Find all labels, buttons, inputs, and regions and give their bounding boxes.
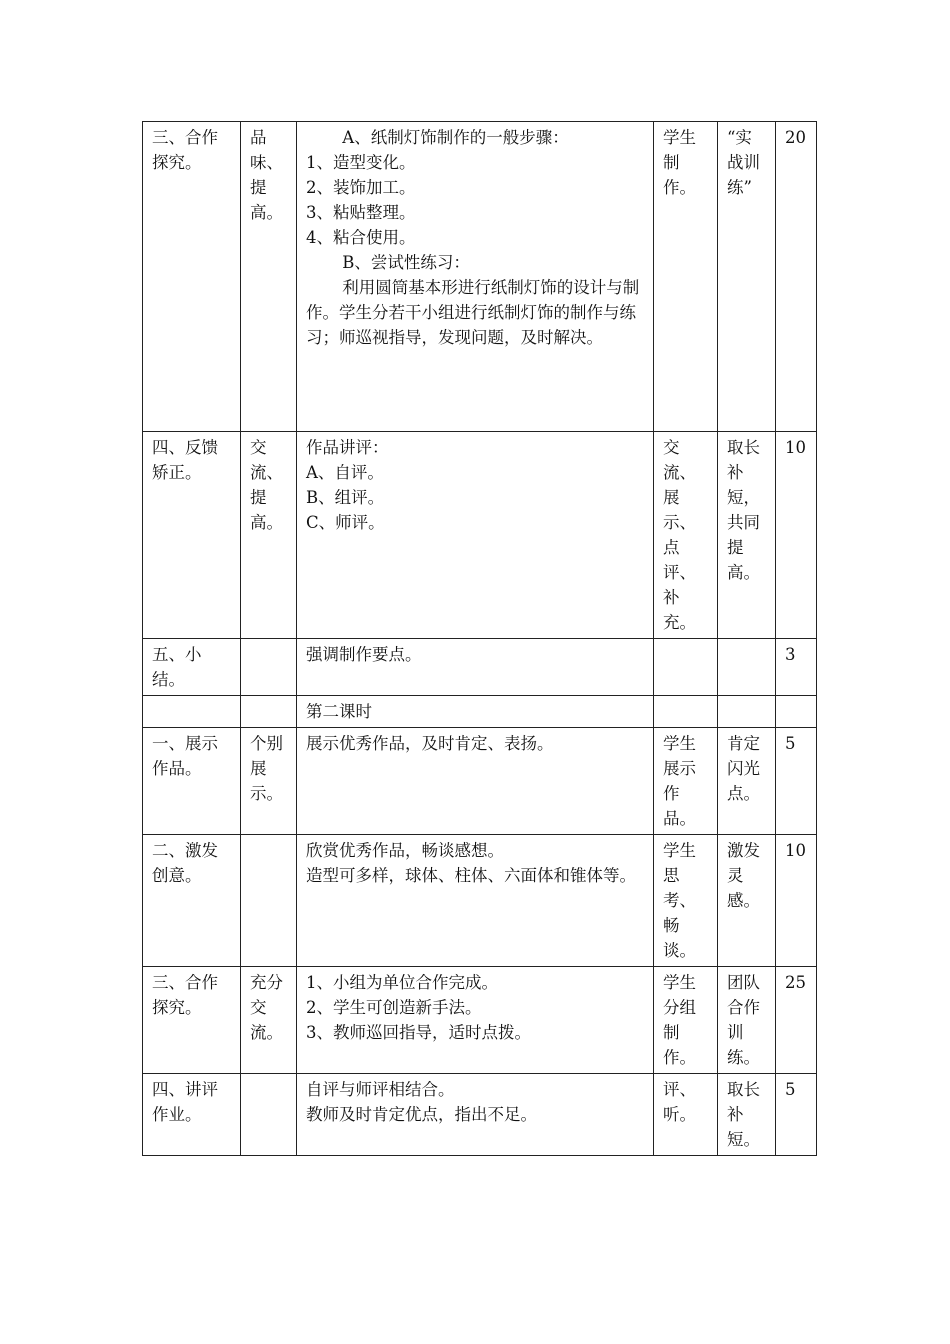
time-value: 25 <box>785 973 806 992</box>
student-activity-cell <box>654 432 718 639</box>
student-text: 畅 <box>663 916 680 935</box>
goal-cell <box>241 835 297 967</box>
student-activity-cell <box>654 122 718 432</box>
content-line: 2、学生可创造新手法。 <box>306 998 482 1017</box>
time-value: 20 <box>785 128 806 147</box>
student-text: 评、 <box>663 1080 696 1099</box>
student-activity-cell <box>654 967 718 1074</box>
table-row <box>143 639 817 696</box>
design-intent-cell <box>718 122 776 432</box>
design-intent-cell <box>718 696 776 728</box>
student-text: 学生 <box>663 973 696 992</box>
intent-text: 合作 <box>727 998 760 1017</box>
goal-text: 流。 <box>250 1023 283 1042</box>
intent-text: 取长 <box>727 438 760 457</box>
intent-text: 提 <box>727 538 744 557</box>
content-line: 展示优秀作品，及时肯定、表扬。 <box>306 734 554 753</box>
time-cell <box>776 639 817 696</box>
lesson-plan-body <box>143 122 817 1156</box>
stage-cell <box>143 967 241 1074</box>
stage-cell <box>143 639 241 696</box>
student-text: 作。 <box>663 178 696 197</box>
goal-text: 提 <box>250 178 267 197</box>
content-cell <box>297 432 654 639</box>
content-line: 强调制作要点。 <box>306 645 422 664</box>
stage-text: 结。 <box>152 670 185 689</box>
content-line: 教师及时肯定优点，指出不足。 <box>306 1105 537 1124</box>
student-text: 制 <box>663 1023 680 1042</box>
stage-text: 一、展示 <box>152 734 218 753</box>
table-row <box>143 835 817 967</box>
content-line: 1、小组为单位合作完成。 <box>306 973 498 992</box>
intent-text: 取长 <box>727 1080 760 1099</box>
design-intent-cell <box>718 728 776 835</box>
student-text: 示、 <box>663 513 696 532</box>
time-value: 10 <box>785 841 806 860</box>
intent-text: 战训 <box>727 153 760 172</box>
content-line: 自评与师评相结合。 <box>306 1080 455 1099</box>
student-text: 思 <box>663 866 680 885</box>
stage-text: 二、激发 <box>152 841 218 860</box>
intent-text: 激发 <box>727 841 760 860</box>
stage-text: 探究。 <box>152 998 202 1017</box>
student-text: 考、 <box>663 891 696 910</box>
table-row <box>143 728 817 835</box>
student-activity-cell <box>654 639 718 696</box>
student-text: 点 <box>663 538 680 557</box>
goal-cell <box>241 122 297 432</box>
lesson-plan-table <box>142 121 817 1156</box>
intent-text: 训 <box>727 1023 744 1042</box>
intent-text: 短， <box>727 488 760 507</box>
intent-text: “实 <box>727 128 752 147</box>
stage-cell <box>143 696 241 728</box>
student-activity-cell <box>654 835 718 967</box>
content-line: A、自评。 <box>306 463 384 482</box>
student-text: 学生 <box>663 734 696 753</box>
content-line: 1、造型变化。 <box>306 153 416 172</box>
time-value: 5 <box>785 734 796 753</box>
intent-text: 练。 <box>727 1048 760 1067</box>
design-intent-cell <box>718 432 776 639</box>
content-cell <box>297 639 654 696</box>
student-text: 制 <box>663 153 680 172</box>
time-cell <box>776 728 817 835</box>
design-intent-cell <box>718 1074 776 1156</box>
stage-text: 三、合作 <box>152 128 218 147</box>
time-cell <box>776 1074 817 1156</box>
content-line: 4、粘合使用。 <box>306 228 416 247</box>
student-text: 作 <box>663 784 680 803</box>
student-text: 补 <box>663 588 680 607</box>
stage-text: 四、反馈 <box>152 438 218 457</box>
time-cell <box>776 122 817 432</box>
intent-text: 闪光 <box>727 759 760 778</box>
content-line: C、师评。 <box>306 513 385 532</box>
content-cell <box>297 967 654 1074</box>
student-text: 评、 <box>663 563 696 582</box>
design-intent-cell <box>718 967 776 1074</box>
student-activity-cell <box>654 728 718 835</box>
goal-text: 交 <box>250 438 267 457</box>
intent-text: 练” <box>727 178 752 197</box>
goal-text: 充分 <box>250 973 283 992</box>
intent-text: 短。 <box>727 1130 760 1149</box>
stage-text: 作品。 <box>152 759 202 778</box>
time-value: 10 <box>785 438 806 457</box>
content-line: 2、装饰加工。 <box>306 178 416 197</box>
student-text: 听。 <box>663 1105 696 1124</box>
content-line: 第二课时 <box>306 702 372 721</box>
stage-cell <box>143 835 241 967</box>
content-line: B、组评。 <box>306 488 385 507</box>
content-cell <box>297 122 654 432</box>
content-line: 利用圆筒基本形进行纸制灯饰的设计与制作。学生分若干小组进行纸制灯饰的制作与练习；师巡视指导，发现问题，及时解决。 <box>306 278 640 347</box>
goal-cell <box>241 639 297 696</box>
goal-text: 提 <box>250 488 267 507</box>
goal-text: 展 <box>250 759 267 778</box>
goal-text: 高。 <box>250 513 283 532</box>
content-line: 3、粘贴整理。 <box>306 203 416 222</box>
content-line: 造型可多样，球体、柱体、六面体和锥体等。 <box>306 866 636 885</box>
student-text: 谈。 <box>663 941 696 960</box>
content-line: A、纸制灯饰制作的一般步骤： <box>342 128 569 147</box>
time-value: 5 <box>785 1080 796 1099</box>
goal-text: 流、 <box>250 463 283 482</box>
student-text: 学生 <box>663 128 696 147</box>
intent-text: 点。 <box>727 784 760 803</box>
content-cell <box>297 728 654 835</box>
stage-text: 创意。 <box>152 866 202 885</box>
intent-text: 肯定 <box>727 734 760 753</box>
intent-text: 高。 <box>727 563 760 582</box>
content-line: 作品讲评： <box>306 438 389 457</box>
student-activity-cell <box>654 696 718 728</box>
content-cell <box>297 1074 654 1156</box>
intent-text: 团队 <box>727 973 760 992</box>
intent-text: 补 <box>727 463 744 482</box>
stage-text: 五、小 <box>152 645 202 664</box>
student-text: 品。 <box>663 809 696 828</box>
goal-text: 示。 <box>250 784 283 803</box>
student-text: 流、 <box>663 463 696 482</box>
student-text: 分组 <box>663 998 696 1017</box>
intent-text: 灵 <box>727 866 744 885</box>
stage-text: 探究。 <box>152 153 202 172</box>
table-row <box>143 432 817 639</box>
table-row <box>143 1074 817 1156</box>
student-text: 充。 <box>663 613 696 632</box>
time-value: 3 <box>785 645 796 664</box>
stage-text: 三、合作 <box>152 973 218 992</box>
goal-text: 品 <box>250 128 267 147</box>
stage-cell <box>143 1074 241 1156</box>
time-cell <box>776 432 817 639</box>
content-line: 欣赏优秀作品，畅谈感想。 <box>306 841 504 860</box>
stage-cell <box>143 728 241 835</box>
goal-text: 交 <box>250 998 267 1017</box>
goal-cell <box>241 432 297 639</box>
intent-text: 补 <box>727 1105 744 1124</box>
goal-text: 高。 <box>250 203 283 222</box>
stage-text: 作业。 <box>152 1105 202 1124</box>
goal-cell <box>241 728 297 835</box>
goal-cell <box>241 696 297 728</box>
goal-text: 个别 <box>250 734 283 753</box>
student-text: 学生 <box>663 841 696 860</box>
stage-cell <box>143 122 241 432</box>
student-text: 交 <box>663 438 680 457</box>
table-row <box>143 696 817 728</box>
goal-cell <box>241 967 297 1074</box>
time-cell <box>776 696 817 728</box>
student-text: 展示 <box>663 759 696 778</box>
content-cell <box>297 835 654 967</box>
time-cell <box>776 967 817 1074</box>
intent-text: 感。 <box>727 891 760 910</box>
student-text: 作。 <box>663 1048 696 1067</box>
stage-cell <box>143 432 241 639</box>
content-line: 3、教师巡回指导，适时点拨。 <box>306 1023 531 1042</box>
goal-cell <box>241 1074 297 1156</box>
content-line: B、尝试性练习： <box>342 253 470 272</box>
table-row <box>143 967 817 1074</box>
student-activity-cell <box>654 1074 718 1156</box>
design-intent-cell <box>718 639 776 696</box>
design-intent-cell <box>718 835 776 967</box>
stage-text: 四、讲评 <box>152 1080 218 1099</box>
time-cell <box>776 835 817 967</box>
table-row <box>143 122 817 432</box>
goal-text: 味、 <box>250 153 283 172</box>
content-cell <box>297 696 654 728</box>
student-text: 展 <box>663 488 680 507</box>
stage-text: 矫正。 <box>152 463 202 482</box>
intent-text: 共同 <box>727 513 760 532</box>
